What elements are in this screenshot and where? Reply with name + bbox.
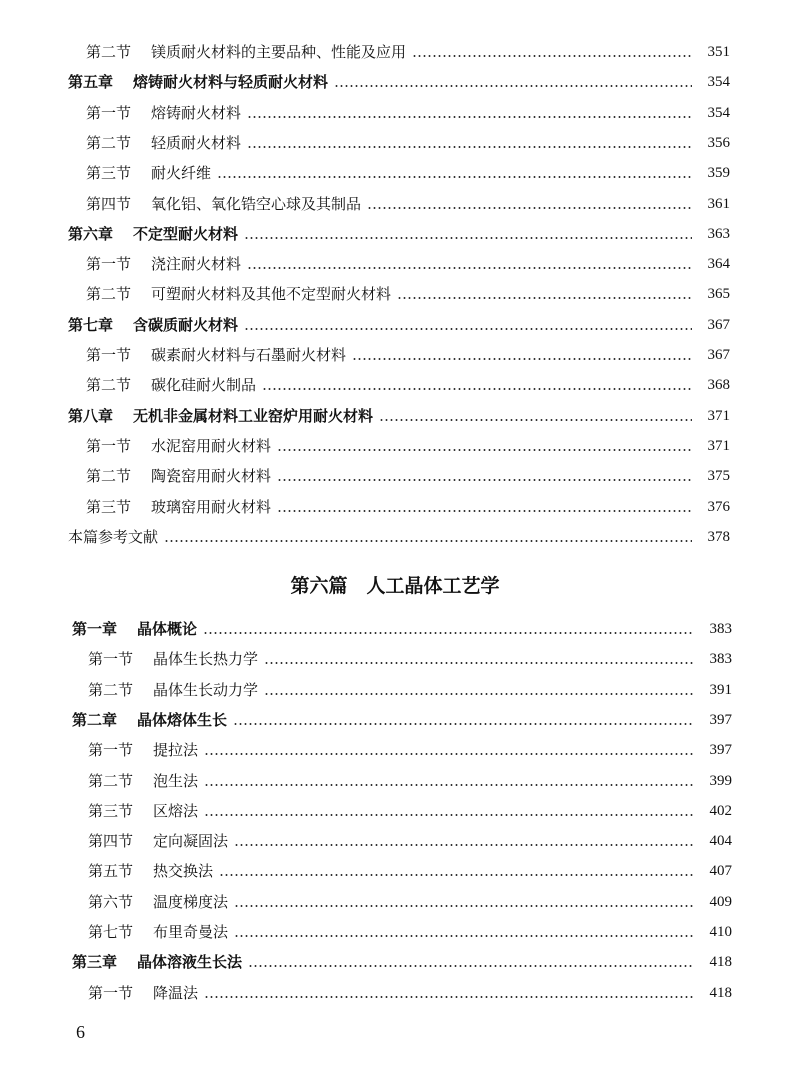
dot-leader bbox=[204, 784, 694, 786]
dot-leader bbox=[262, 388, 692, 390]
toc-entry-number: 第一章 bbox=[72, 620, 118, 638]
toc-entry-page: 356 bbox=[707, 134, 730, 151]
toc-entry-page: 351 bbox=[707, 44, 730, 60]
toc-entry-section bbox=[86, 434, 730, 458]
toc-entry-title: 耐火纤维 bbox=[151, 164, 212, 183]
toc-entry-page: 418 bbox=[709, 984, 732, 1001]
dot-leader bbox=[234, 935, 694, 937]
toc-entry-title: 晶体生长动力学 bbox=[153, 680, 259, 699]
toc-entry-title: 水泥窑用耐火材料 bbox=[151, 436, 272, 455]
toc-entry-section bbox=[86, 464, 730, 488]
dot-leader bbox=[247, 267, 692, 269]
toc-entry-number: 第六章 bbox=[68, 224, 114, 243]
toc-entry-page: 407 bbox=[709, 863, 732, 880]
toc-entry-section bbox=[88, 769, 732, 793]
toc-entry-section bbox=[86, 343, 730, 367]
toc-entry-number: 第一节 bbox=[86, 346, 132, 364]
toc-entry-section bbox=[88, 920, 732, 944]
toc-entry-page: 391 bbox=[709, 681, 732, 698]
toc-entry-page: 354 bbox=[707, 74, 730, 91]
toc-entry-title: 晶体概论 bbox=[137, 620, 198, 638]
dot-leader bbox=[352, 358, 692, 360]
toc-entry-title: 碳素耐火材料与石墨耐火材料 bbox=[151, 346, 347, 364]
toc-entry-number: 第二节 bbox=[88, 680, 134, 699]
toc-entry-page: 361 bbox=[707, 195, 730, 212]
toc-entry-page: 397 bbox=[709, 742, 732, 759]
toc-entry-page: 409 bbox=[709, 893, 732, 910]
toc-entry-title: 浇注耐火材料 bbox=[151, 255, 242, 274]
toc-entry-number: 第四节 bbox=[88, 832, 134, 851]
toc-entry-page: 418 bbox=[709, 954, 732, 971]
toc-entry-page: 383 bbox=[709, 621, 732, 637]
toc-entry-number: 第五节 bbox=[88, 862, 134, 881]
toc-entry-chapter bbox=[72, 950, 732, 974]
dot-leader bbox=[244, 328, 692, 330]
toc-entry-title: 本篇参考文献 bbox=[68, 527, 159, 546]
toc-entry-number: 第三节 bbox=[86, 164, 132, 183]
toc-entry-number: 第二章 bbox=[72, 710, 118, 729]
toc-entry-number: 第三节 bbox=[86, 497, 132, 516]
toc-entry-page: 397 bbox=[709, 711, 732, 728]
dot-leader bbox=[219, 874, 694, 876]
toc-entry-number: 第三章 bbox=[72, 953, 118, 972]
toc-entry-title: 可塑耐火材料及其他不定型耐火材料 bbox=[151, 285, 392, 304]
toc-entry-page: 359 bbox=[707, 165, 730, 182]
toc-entry-chapter bbox=[68, 70, 730, 94]
toc-entry-number: 第二节 bbox=[86, 43, 132, 61]
toc-entry-chapter bbox=[68, 404, 730, 428]
toc-entry-page: 410 bbox=[709, 924, 732, 940]
toc-entry-section bbox=[88, 738, 732, 762]
toc-entry-title: 热交换法 bbox=[153, 862, 214, 881]
toc-entry-section bbox=[88, 859, 732, 883]
dot-leader bbox=[277, 449, 692, 451]
dot-leader bbox=[247, 146, 692, 148]
toc-entry-page: 367 bbox=[707, 316, 730, 333]
toc-entry-number: 第一节 bbox=[88, 650, 134, 669]
toc-entry-title: 轻质耐火材料 bbox=[151, 133, 242, 152]
toc-entry-page: 364 bbox=[707, 256, 730, 273]
toc-entry-title: 无机非金属材料工业窑炉用耐火材料 bbox=[133, 406, 374, 425]
part-heading: 第六篇 人工晶体工艺学 bbox=[290, 575, 500, 597]
toc-entry-title: 碳化硅耐火制品 bbox=[151, 376, 257, 395]
dot-leader bbox=[244, 237, 692, 239]
toc-entry-title: 镁质耐火材料的主要品种、性能及应用 bbox=[151, 43, 407, 61]
toc-entry-section bbox=[86, 131, 730, 155]
toc-entry-title: 定向凝固法 bbox=[153, 832, 229, 851]
toc-entry-number: 第一节 bbox=[86, 255, 132, 274]
toc-entry-section bbox=[86, 252, 730, 276]
dot-leader bbox=[379, 419, 692, 421]
toc-entry-section bbox=[86, 373, 730, 397]
toc-entry-section bbox=[88, 890, 732, 914]
dot-leader bbox=[204, 753, 694, 755]
toc-entry-section bbox=[86, 495, 730, 519]
toc-entry-title: 布里奇曼法 bbox=[153, 923, 229, 941]
toc-entry-number: 第一节 bbox=[86, 436, 132, 455]
toc-entry-section bbox=[86, 192, 730, 216]
toc-entry-page: 378 bbox=[707, 528, 730, 545]
dot-leader bbox=[264, 693, 694, 695]
dot-leader bbox=[397, 297, 692, 299]
toc-entry-page: 365 bbox=[707, 286, 730, 303]
dot-leader bbox=[204, 814, 694, 816]
toc-entry-section bbox=[86, 40, 730, 64]
toc-entry-section bbox=[88, 981, 732, 1005]
dot-leader bbox=[164, 540, 692, 542]
toc-entry-page: 376 bbox=[707, 498, 730, 515]
toc-entry-number: 第二节 bbox=[86, 467, 132, 486]
dot-leader bbox=[204, 996, 694, 998]
dot-leader bbox=[277, 510, 692, 512]
toc-entry-section bbox=[88, 799, 732, 823]
toc-entry-chapter bbox=[68, 222, 730, 246]
dot-leader bbox=[277, 479, 692, 481]
dot-leader bbox=[334, 85, 692, 87]
toc-entry-page: 383 bbox=[709, 651, 732, 668]
toc-entry-title: 区熔法 bbox=[153, 801, 199, 820]
toc-entry-title: 含碳质耐火材料 bbox=[133, 315, 239, 334]
toc-entry-number: 第七章 bbox=[68, 315, 114, 334]
toc-entry-title: 玻璃窑用耐火材料 bbox=[151, 497, 272, 516]
toc-entry-page: 367 bbox=[707, 347, 730, 363]
toc-entry-number: 第一节 bbox=[86, 103, 132, 122]
dot-leader bbox=[367, 207, 692, 209]
toc-entry-title: 不定型耐火材料 bbox=[133, 224, 239, 243]
toc-entry-page: 368 bbox=[707, 377, 730, 394]
toc-entry-title: 泡生法 bbox=[153, 771, 199, 790]
toc-entry-title: 温度梯度法 bbox=[153, 892, 229, 911]
dot-leader bbox=[203, 632, 694, 634]
toc-entry-title: 晶体溶液生长法 bbox=[137, 953, 243, 972]
toc-entry-page: 371 bbox=[707, 407, 730, 424]
dot-leader bbox=[412, 55, 692, 57]
toc-entry-chapter bbox=[72, 617, 732, 641]
toc-entry-page: 404 bbox=[709, 833, 732, 850]
toc-entry-page: 375 bbox=[707, 468, 730, 485]
toc-entry-number: 第八章 bbox=[68, 406, 114, 425]
toc-entry-section bbox=[86, 161, 730, 185]
toc-entry-page: 402 bbox=[709, 802, 732, 819]
toc-entry-number: 第一节 bbox=[88, 741, 134, 760]
toc-entry-plain bbox=[68, 525, 730, 549]
dot-leader bbox=[233, 723, 694, 725]
toc-entry-page: 371 bbox=[707, 437, 730, 454]
toc-entry-title: 降温法 bbox=[153, 983, 199, 1002]
toc-entry-number: 第二节 bbox=[86, 376, 132, 395]
toc-entry-section bbox=[88, 829, 732, 853]
toc-entry-section bbox=[88, 647, 732, 671]
dot-leader bbox=[234, 844, 694, 846]
dot-leader bbox=[217, 176, 692, 178]
toc-entry-number: 第一节 bbox=[88, 983, 134, 1002]
toc-entry-title: 熔铸耐火材料 bbox=[151, 103, 242, 122]
toc-entry-section bbox=[88, 678, 732, 702]
dot-leader bbox=[234, 905, 694, 907]
dot-leader bbox=[264, 662, 694, 664]
toc-entry-title: 陶瓷窑用耐火材料 bbox=[151, 467, 272, 486]
toc-entry-title: 熔铸耐火材料与轻质耐火材料 bbox=[133, 73, 329, 92]
toc-entry-page: 354 bbox=[707, 104, 730, 121]
toc-entry-number: 第二节 bbox=[88, 771, 134, 790]
toc-entry-page: 363 bbox=[707, 225, 730, 242]
toc-entry-title: 晶体熔体生长 bbox=[137, 710, 228, 729]
dot-leader bbox=[248, 965, 694, 967]
toc-entry-number: 第三节 bbox=[88, 801, 134, 820]
toc-entry-number: 第二节 bbox=[86, 285, 132, 304]
page-number: 6 bbox=[76, 1022, 85, 1042]
toc-entry-number: 第二节 bbox=[86, 133, 132, 152]
toc-entry-number: 第六节 bbox=[88, 892, 134, 911]
toc-entry-chapter bbox=[68, 313, 730, 337]
toc-entry-title: 氧化铝、氧化锆空心球及其制品 bbox=[151, 194, 362, 213]
toc-entry-section bbox=[86, 101, 730, 125]
toc-entry-number: 第五章 bbox=[68, 73, 114, 92]
toc-entry-section bbox=[86, 282, 730, 306]
dot-leader bbox=[247, 116, 692, 118]
toc-entry-page: 399 bbox=[709, 772, 732, 789]
toc-entry-number: 第七节 bbox=[88, 923, 134, 941]
toc-entry-title: 提拉法 bbox=[153, 741, 199, 760]
toc-entry-number: 第四节 bbox=[86, 194, 132, 213]
toc-entry-title: 晶体生长热力学 bbox=[153, 650, 259, 669]
toc-entry-chapter bbox=[72, 708, 732, 732]
